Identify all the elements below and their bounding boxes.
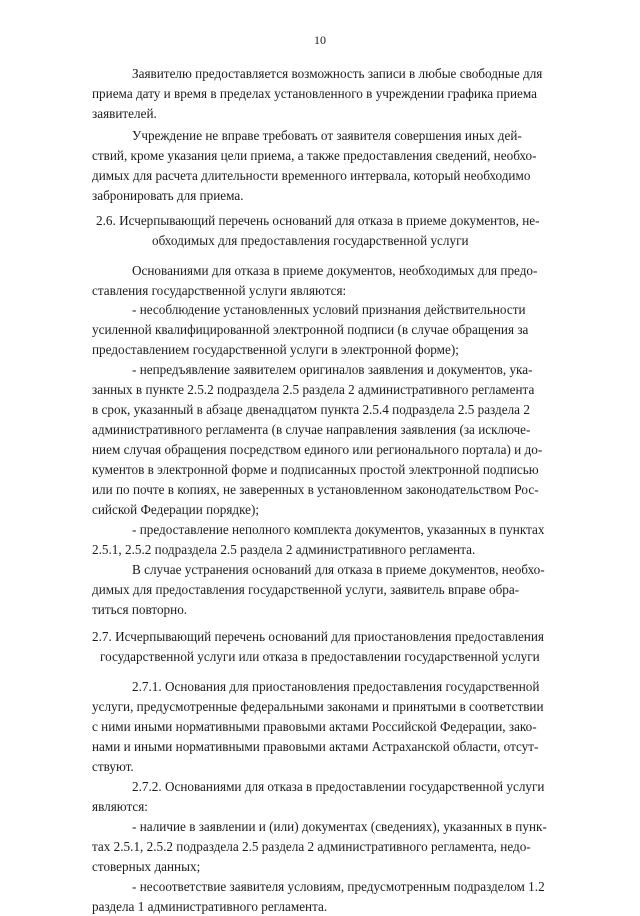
section-heading: государственной услуги или отказа в предоставлении государственной услуги	[100, 649, 540, 664]
text-line: забронировать для приема.	[92, 188, 244, 203]
section-heading: 2.7. Исчерпывающий перечень оснований для приостановления предоставления	[92, 629, 544, 644]
text-line: с ними иными нормативными правовыми актами Российской Федерации, зако-	[92, 719, 537, 734]
text-line: димых для предоставления государственной услуги, заявитель вправе обра-	[92, 582, 520, 597]
text-line: Учреждение не вправе требовать от заявителя совершения иных дей-	[132, 128, 522, 143]
text-line: - несоответствие заявителя условиям, предусмотренным подразделом 1.2	[132, 879, 545, 894]
text-line: ствуют.	[92, 759, 134, 774]
text-line: димых для расчета длительности временного интервала, который необходимо	[92, 168, 531, 183]
text-line: ставления государственной услуги являются:	[92, 283, 347, 298]
text-line: 2.7.1. Основания для приостановления предоставления государственной	[132, 679, 540, 694]
text-line: сийской Федерации порядке);	[92, 502, 260, 517]
text-line: административного регламента (в случае направления заявления (за исключе-	[92, 422, 531, 437]
text-line: или по почте в копиях, не заверенных в установленном законодательством Рос-	[92, 482, 539, 497]
text-line: Основаниями для отказа в приеме документов, необходимых для предо-	[132, 263, 538, 278]
text-line: в срок, указанный в абзаце двенадцатом пункта 2.5.4 подраздела 2.5 раздела 2	[92, 402, 530, 417]
section-heading: обходимых для предоставления государственной услуги	[152, 233, 469, 248]
text-line: 2.5.1, 2.5.2 подраздела 2.5 раздела 2 административного регламента.	[92, 542, 476, 557]
text-line: - наличие в заявлении и (или) документах (сведениях), указанных в пунк-	[132, 819, 547, 834]
text-line: нами и иными нормативными правовыми актами Астраханской области, отсут-	[92, 739, 539, 754]
text-line: приема дату и время в пределах установленного в учреждении графика приема	[92, 86, 538, 101]
text-line: усиленной квалифицированной электронной подписи (в случае обращения за	[92, 322, 529, 337]
text-line: кументов в электронной форме и подписанных простой электронной подписью	[92, 462, 539, 477]
text-line: стоверных данных;	[92, 859, 201, 874]
text-line: - предоставление неполного комплекта документов, указанных в пунктах	[132, 522, 545, 537]
page-number: 10	[314, 33, 326, 47]
text-line: тах 2.5.1, 2.5.2 подраздела 2.5 раздела 2 административного регламента, недо-	[92, 839, 531, 854]
text-line: предоставлением государственной услуги в электронной форме);	[92, 342, 459, 357]
text-line: В случае устранения оснований для отказа в приеме документов, необхо-	[132, 562, 545, 577]
text-line: заявителей.	[92, 106, 157, 121]
text-line: - непредъявление заявителем оригиналов заявления и документов, ука-	[132, 362, 533, 377]
text-line: 2.7.2. Основаниями для отказа в предоставлении государственной услуги	[132, 779, 545, 794]
text-line: ствий, кроме указания цели приема, а также предоставления сведений, необхо-	[92, 148, 537, 163]
text-line: раздела 1 административного регламента.	[92, 899, 328, 914]
text-line: услуги, предусмотренные федеральными законами и принятыми в соответствии	[92, 699, 544, 714]
text-line: - несоблюдение установленных условий признания действительности	[132, 302, 526, 317]
text-line: титься повторно.	[92, 602, 188, 617]
section-heading: 2.6. Исчерпывающий перечень оснований для отказа в приеме документов, не-	[96, 213, 540, 228]
text-line: занных в пункте 2.5.2 подраздела 2.5 раздела 2 административного регламента	[92, 382, 535, 397]
text-line: являются:	[92, 799, 148, 814]
text-line: Заявителю предоставляется возможность записи в любые свободные для	[132, 66, 543, 81]
text-line: нием случая обращения посредством единого или регионального портала) и до-	[92, 442, 543, 457]
